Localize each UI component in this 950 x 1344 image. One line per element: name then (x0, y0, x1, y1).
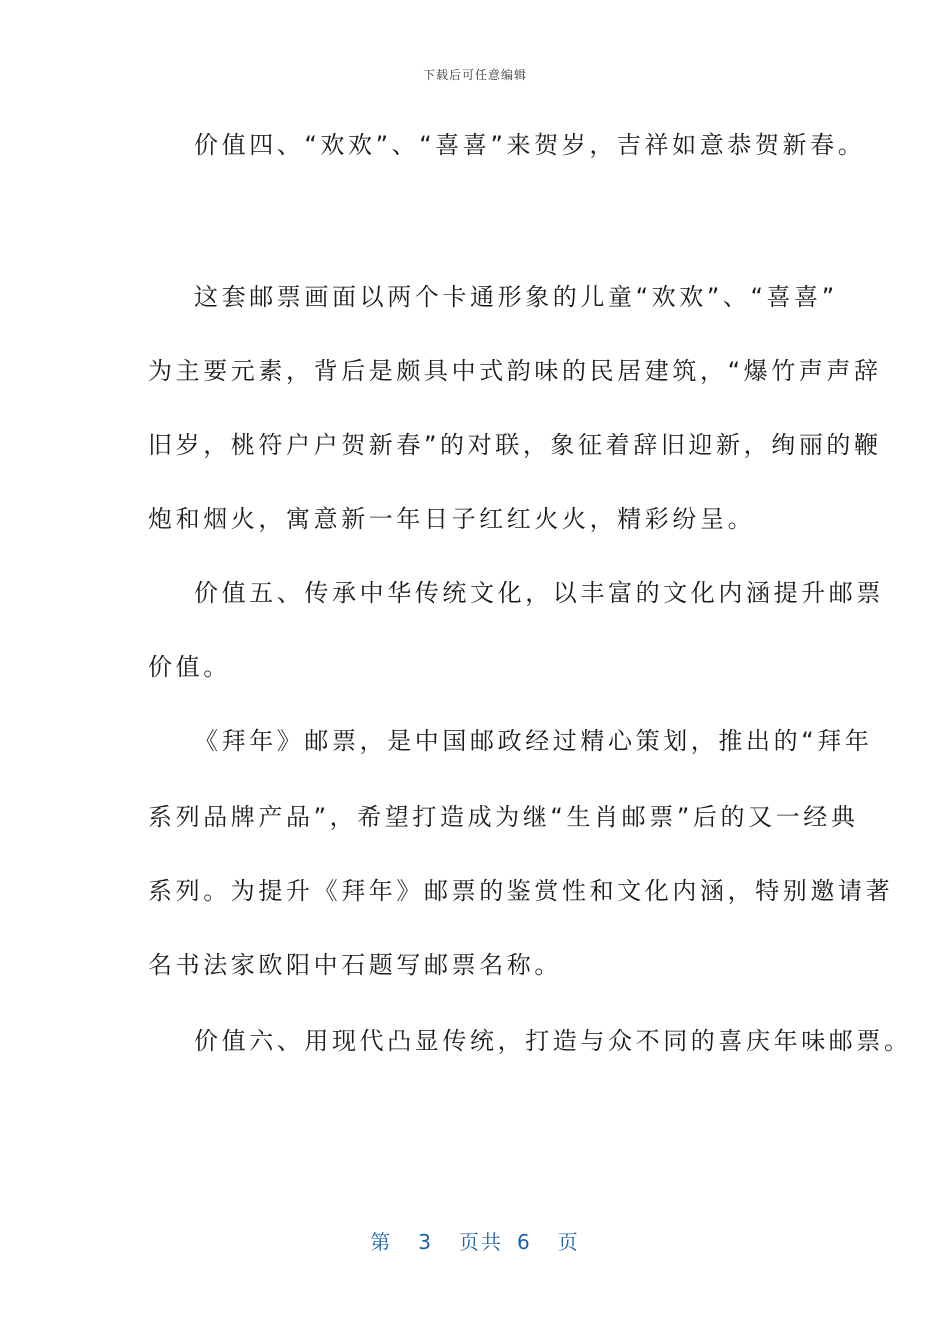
paragraph-2-line-2: 为主要元素，背后是颇具中式韵味的民居建筑，“爆竹声声辞 (148, 357, 882, 385)
paragraph-4-line-3: 系列。为提升《拜年》邮票的鉴赏性和文化内涵，特别邀请著 (148, 877, 894, 905)
paragraph-2-line-4: 炮和烟火，寓意新一年日子红红火火，精彩纷呈。 (148, 505, 756, 533)
page-footer (0, 1226, 950, 1255)
page-header: 下载后可任意编辑 (422, 68, 527, 82)
paragraph-2-line-1: 这套邮票画面以两个卡通形象的儿童“欢欢”、“喜喜” (194, 283, 838, 311)
paragraph-4-line-1: 《拜年》邮票，是中国邮政经过精心策划，推出的“拜年 (194, 727, 873, 755)
paragraph-2-line-3: 旧岁，桃符户户贺新春”的对联，象征着辞旧迎新，绚丽的鞭 (148, 431, 882, 459)
paragraph-3-line-1: 价值五、传承中华传统文化，以丰富的文化内涵提升邮票 (194, 579, 884, 607)
footer-prefix: 第 (370, 1230, 393, 1254)
footer-total-pages: 6 (517, 1230, 532, 1254)
footer-middle: 页共 (459, 1230, 503, 1254)
paragraph-4-line-2: 系列品牌产品”，希望打造成为继“生肖邮票”后的又一经典 (148, 803, 859, 831)
paragraph-4-line-4: 名书法家欧阳中石题写邮票名称。 (148, 951, 562, 979)
paragraph-3-line-2: 价值。 (148, 653, 231, 681)
paragraph-1-line-1: 价值四、“欢欢”、“喜喜”来贺岁，吉祥如意恭贺新春。 (194, 131, 866, 159)
footer-page-number: 3 (418, 1230, 433, 1254)
paragraph-5-line-1: 价值六、用现代凸显传统，打造与众不同的喜庆年味邮票。 (194, 1027, 912, 1055)
footer-suffix: 页 (557, 1230, 580, 1254)
